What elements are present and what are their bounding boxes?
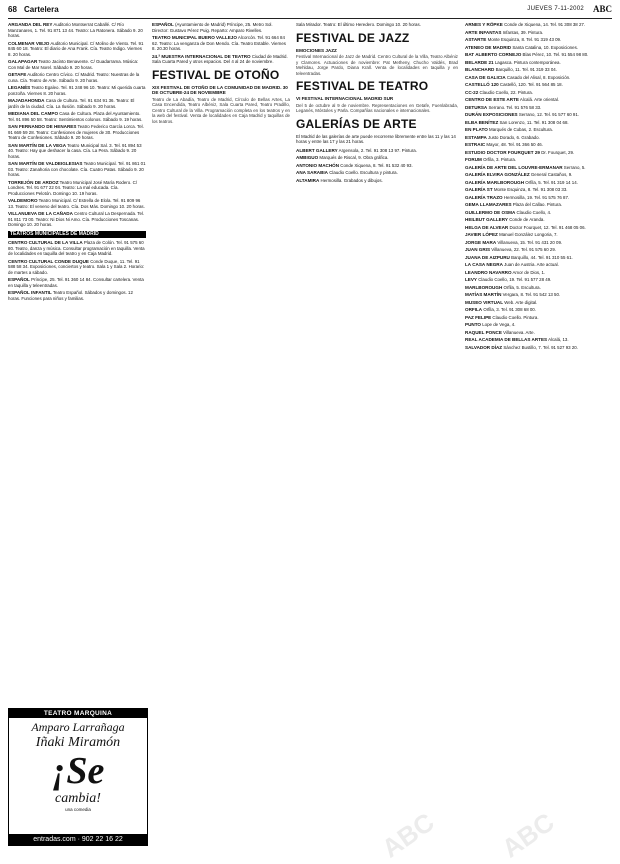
- listing-details: Teatro Municipal José María Rodero. C/ Londres. Tel. 91 677 22 04. Teatro: La mal educada. Cía. Producciones Pelotón. Domingo 10. 19 horas.: [8, 179, 138, 196]
- listing-entry: [8, 259, 146, 276]
- listing-name: FORUM: [465, 157, 482, 162]
- listing-details: Conde Xiquena, 8. Tel. 91 532 40 93.: [339, 162, 413, 168]
- listing-details: Ciudad de Madrid. Sala Cuarta Pared y otros espacios. Del 4 al 24 de noviembre.: [152, 53, 288, 64]
- listing-name: VALDEMORO: [8, 198, 38, 203]
- listing-entry: [465, 82, 613, 88]
- jazz-subheading: EMOCIONES JAZZ: [296, 47, 337, 53]
- listing-entry: [465, 67, 613, 73]
- listing-entry: [465, 217, 613, 223]
- listing-entry: [465, 210, 613, 216]
- listing-details: Teatro Egaleo. Tel. 91 248 96 10. Teatro: Mi querida cuarta ponzoña. Viernes 8. 20 horas.: [8, 85, 146, 96]
- listing-name: GALERÍA TRAZO: [465, 194, 503, 200]
- listing-details: Teatro Municipal Sal. 3. Tel. 91 894 53 40. Teatro: Hay que deshacer la casa. Cía. La Pera. Sábado 9. 20 horas.: [8, 142, 142, 159]
- listing-details: Vergara, 8. Tel. 91 542 13 50.: [501, 292, 561, 297]
- listing-details: Auditorio Centro Cívico. C/ Madrid. Teatro: Nuestras de la cuna. Cía. Teatro de Arte. Sábado 9. 20 horas.: [8, 72, 140, 83]
- listing-entry: [465, 60, 613, 66]
- listing-name: BAT ALBERTO CORNEJO: [465, 52, 522, 57]
- listing-entry: [465, 300, 613, 306]
- listing-entry: [465, 127, 613, 133]
- listing-name: MARLBOROUGH: [465, 284, 503, 290]
- listing-details: Serrano. Tel. 91 576 58 33.: [487, 104, 542, 110]
- listing-entry: [8, 240, 146, 257]
- listing-entry: [465, 315, 613, 321]
- listing-entry: [465, 255, 613, 261]
- listing-entry: [465, 172, 613, 178]
- listing-name: SALVADOR DÍAZ: [465, 344, 503, 350]
- listing-details: Manuel González Longoria, 7.: [497, 232, 558, 237]
- ad-theater-name: TEATRO MARQUINA: [9, 709, 147, 718]
- listing-name: GETAFE: [8, 72, 27, 77]
- listing-details: Blas Pérez, 10. Tel. 91 554 98 80.: [521, 52, 589, 57]
- listing-entry: [8, 72, 146, 83]
- listing-details: Claudio Coello. Pintura.: [491, 314, 539, 320]
- listing-name: JAVIER LÓPEZ: [465, 232, 498, 237]
- listing-entry: [8, 198, 146, 209]
- listing-name: MAJADAHONDA: [8, 98, 45, 103]
- listing-details: Orfila, 5. Tel. 91 319 14 14.: [524, 179, 578, 185]
- theatre-festival-heading: FESTIVAL DE TEATRO: [296, 79, 429, 93]
- listing-details: Teatro Municipal. C/ Estrella de Elola. Tel. 91 809 96 13. Teatro: El veneno del teatro. Cía. Dos Más. Domingo 10. 20 horas.: [8, 198, 145, 209]
- listing-entry: [465, 277, 613, 283]
- column-4: [465, 22, 613, 844]
- listing-entry: [8, 211, 146, 228]
- listing-entry: [8, 41, 146, 58]
- theatre-festival-subheading: VI FESTIVAL INTERNACIONAL MADRID SUR: [296, 96, 394, 101]
- listing-details: Dr. Fourquet, 29.: [539, 149, 575, 155]
- listing-name: GALAPAGAR: [8, 59, 38, 64]
- listing-name: ASTARTE: [465, 37, 487, 42]
- listing-details: Orfila, 3. Tel. 91 308 68 00.: [482, 307, 536, 312]
- listing-entry: [465, 225, 613, 231]
- listing-name: MATÍAS MARTÍN: [465, 292, 502, 297]
- listing-details: Lagasca. Pintura contemporánea.: [493, 59, 561, 65]
- listing-name: MUSEO VIRTUAL: [465, 299, 504, 305]
- listing-name: JUAN GRIS: [465, 247, 491, 252]
- listing-entry: [465, 157, 613, 163]
- theater-advertisement: [8, 708, 148, 846]
- theatre-festival-text: Del 5 de octubre al 9 de noviembre. Representaciones en Getafe, Fuenlabrada, Leganés, Móstoles y Parla. Compañías nacionales e internacionales.: [296, 102, 458, 113]
- listing-details: Hermosilla. Grabados y dibujos.: [319, 177, 383, 183]
- listing-details: Serrano, 12. Tel. 91 577 60 91.: [517, 112, 580, 117]
- listing-name: GUILLERMO DE OSMA: [465, 209, 516, 215]
- ad-actor-1: Amparo Larrañaga: [31, 720, 125, 734]
- ad-subtitle: una comedia: [65, 807, 91, 812]
- listing-details: Santa Catalina, 10. Exposiciones.: [511, 44, 578, 50]
- section-banner: TEATROS MUNICIPALES DE MADRID: [8, 231, 146, 239]
- listing-name: ARGANDA DEL REY: [8, 22, 53, 27]
- listing-name: DURÁN EXPOSICIONES: [465, 112, 518, 117]
- listing-name: ELBA BENÍTEZ: [465, 119, 499, 125]
- listing-name: VILLANUEVA DE LA CAÑADA: [8, 211, 73, 216]
- listing-details: Claudio Coello, 4.: [515, 209, 552, 215]
- listing-details: Teatro Español. Sábados y domingos. 12 horas. Funciones para niños y familias.: [8, 290, 133, 301]
- listing-name: REAL ACADEMIA DE BELLAS ARTES: [465, 337, 548, 342]
- listing-entry: [465, 165, 613, 171]
- listing-details: (Ayuntamiento de Madrid) Príncipe, 25. Metro Sol. Director: Gustavo Pérez Puig. Reparto: Amparo Rivelles.: [152, 22, 273, 33]
- listing-name: PUNTO: [465, 322, 481, 327]
- listing-name: CASTELLÓ 120: [465, 82, 499, 87]
- listing-name: HEILBUT GALLERY: [465, 217, 508, 222]
- listing-name: GALERÍA ELVIRA GONZÁLEZ: [465, 172, 530, 177]
- listing-details: Justo Dorado, 6. Grabado.: [486, 134, 540, 140]
- listing-entry: [465, 195, 613, 201]
- listing-details: Villanueva, 22. Tel. 91 575 60 29.: [490, 247, 557, 252]
- listing-name: LEVY: [465, 277, 477, 282]
- listing-name: LEGANÉS: [8, 85, 31, 90]
- listing-entry: [465, 322, 613, 328]
- listing-details: Orfila, 5. Escultura.: [502, 284, 541, 290]
- listing-name: GALERÍA MARLBOROUGH: [465, 179, 525, 185]
- listing-details: Claudio Coello. Escultura y pintura.: [328, 170, 398, 175]
- listing-entry: [8, 22, 146, 39]
- listing-name: ORFILA: [465, 307, 483, 312]
- listing-name: DETURSA: [465, 104, 488, 110]
- ad-play-title: ¡Se: [51, 750, 105, 792]
- watermark: ABC: [496, 806, 560, 864]
- listing-name: PAZ FELIPE: [465, 314, 492, 320]
- listing-name: ARNES Y RÖPKE: [465, 22, 503, 27]
- listing-details: Web. Arte digital.: [503, 299, 538, 305]
- page-header: [8, 4, 612, 19]
- listing-details: Serrano, 5.: [562, 164, 586, 170]
- listing-name: HELGA DE ALVEAR: [465, 224, 509, 230]
- galleries-heading: GALERÍAS DE ARTE: [296, 116, 417, 131]
- listing-details: Plaza de Colón. Tel. 91 575 60 80. Teatro, danza y música. Consultar programación en taquilla. Venta de localidades en taquilla del teatro y en Caja Madrid.: [8, 240, 145, 256]
- listing-name: BELARDE 21: [465, 59, 494, 65]
- listing-entry: [152, 54, 290, 65]
- listing-details: Alcorcón. Tel. 91 664 84 62. Teatro: La venganza de Don Mendo. Cía. Teatro Estable. Viernes 8. 20.30 horas.: [152, 35, 286, 51]
- listing-details: Barquillo, 44. Tel. 91 310 55 61.: [509, 254, 573, 260]
- listing-details: Auditorio Montserrat Caballé. C/ Río Manzanares, 1. Tel. 91 871 13 44. Teatro: La Ratonera. Sábado 9. 20 horas.: [8, 22, 143, 38]
- listing-details: Orfila, 3. Pintura.: [481, 157, 517, 162]
- jazz-heading: FESTIVAL DE JAZZ: [296, 30, 410, 45]
- page-number: 68: [8, 5, 17, 14]
- listing-entry: [465, 240, 613, 246]
- listing-entry: [465, 75, 613, 81]
- listing-entry: [465, 45, 613, 51]
- listing-name: SAN MARTÍN DE VALDEIGLESIAS: [8, 161, 83, 166]
- jazz-text: Festival Internacional de Jazz de Madrid. Centro Cultural de la Villa, Teatro Albéniz y Clamores. Actuaciones de noviembre: Pat Metheny, Chucho Valdés, Brad Mehldau, Jorge Pardo, Diana Krall. Venta de localidades en taquilla y en teleentradas.: [296, 54, 458, 76]
- listing-entry: [465, 345, 613, 351]
- listing-details: Teatro Jacinto Benavente. C/ Guadarrama. Música: Con Mal de Mar Norel. Sábado 9. 20 horas.: [8, 59, 139, 70]
- festival-subheading: XIX FESTIVAL DE OTOÑO DE LA COMUNIDAD DE MADRID. 30 DE OCTUBRE-24 DE NOVIEMBRE: [152, 84, 288, 95]
- listing-entry: [465, 97, 613, 103]
- listing-details: Infantas, 39. Pintura.: [501, 29, 544, 35]
- listing-entry: [465, 37, 613, 43]
- listing-entry: [465, 142, 613, 148]
- listing-details: Marqués de Riscal, 9. Obra gráfica.: [318, 155, 389, 160]
- listing-name: CASA DE GALICIA: [465, 74, 506, 80]
- listing-details: Conde de Aranda.: [507, 217, 545, 222]
- listing-details: Plaza del Callao. Pintura.: [511, 202, 563, 207]
- listing-entry: [465, 285, 613, 291]
- listing-name: ANA SARABIA: [296, 170, 328, 175]
- listing-entry: [8, 124, 146, 141]
- listing-details: Villanueva. Arte.: [501, 329, 535, 335]
- section-title: Cartelera: [24, 5, 59, 14]
- listing-name: AMBIGUO: [296, 155, 319, 160]
- listing-name: ANTONIO MACHÓN: [296, 162, 340, 168]
- listing-name: GEMA LLAMAZARES: [465, 202, 512, 207]
- listing-details: Argensola, 2. Tel. 91 308 13 97. Pintura.: [337, 147, 417, 153]
- listing-entry: [465, 135, 613, 141]
- listing-entry: [296, 155, 458, 161]
- listing-entry: [296, 170, 458, 176]
- watermark: ABC: [376, 806, 440, 864]
- listing-name: CC-22: [465, 89, 479, 95]
- listing-details: Casa de Cultura. Plaza del Ayuntamiento. Tel. 91 896 50 58. Teatro: Sentimientos colonos. Sábado 9. 19 horas.: [8, 111, 143, 122]
- listing-name: LA CASA NEGRA: [465, 262, 503, 267]
- listing-details: Alcalá, 13.: [547, 337, 569, 342]
- listing-details: Monte Esquinza, 8. Tel. 91 319 43 09.: [486, 37, 562, 42]
- listing-details: Claudio Coello, 22. Pintura.: [478, 89, 533, 95]
- listing-entry: [465, 270, 613, 276]
- ad-phone: entradas.com · 902 22 16 22: [9, 834, 147, 845]
- column-3: [296, 22, 458, 844]
- listing-details: Amor de Dios, 1.: [511, 269, 546, 275]
- listing-details: General Castaños, 9.: [529, 172, 573, 177]
- listing-entry: [465, 105, 613, 111]
- listing-details: Claudio Coello, 19. Tel. 91 577 28 49.: [477, 277, 552, 282]
- listing-name: CENTRO CULTURAL CONDE DUQUE: [8, 258, 89, 264]
- listing-entry: [465, 22, 613, 28]
- listing-name: JORGE MARA: [465, 239, 497, 245]
- listing-name: ALTAMIRA: [296, 177, 320, 183]
- listing-details: Doctor Fourquet, 12. Tel. 91 468 05 06.: [508, 224, 586, 230]
- listing-entry: [8, 180, 146, 197]
- listing-name: TEATRO MUNICIPAL BUERO VALLEJO: [152, 35, 237, 40]
- listing-name: ESTUDIO DOCTOR FOURQUET 29: [465, 149, 540, 155]
- listing-details: Hermosilla, 19. Tel. 91 575 76 87.: [502, 194, 570, 200]
- listing-details: Casa de Cultura. Tel. 91 634 91 36. Teatro: El jardín de la ciudad. Cía. La Ilusión. Sábado 9. 20 horas.: [8, 98, 135, 109]
- issue-date: JUEVES 7-11-2002: [527, 6, 584, 12]
- listing-name: SAN FERNANDO DE HENARES: [8, 124, 77, 129]
- listing-details: Alcalá. Arte oriental.: [518, 97, 559, 102]
- listing-entry: [8, 161, 146, 178]
- listing-entry: [465, 180, 613, 186]
- listing-details: San Lorenzo, 11. Tel. 91 308 04 68.: [498, 119, 569, 125]
- listing-name: CENTRO DE ESTE ARTE: [465, 97, 519, 102]
- listing-details: Marqués de Cubas, 2. Escultura.: [487, 127, 553, 132]
- listing-details: Teatro Federico García Lorca. Tel. 91 669 59 28. Teatro: Confesiones de mujeres de 30. Producciones Teatro de Confesiones. Sábado 9. 20 horas.: [8, 124, 144, 140]
- festival-text: Teatro de La Abadía, Teatro de Madrid, Círculo de Bellas Artes, La Casa Encendida, Teatro Albéniz, Sala Cuarta Pared, Teatro Pradillo, Centro Cultural de la Villa. Programación completa en los teatros y en la web del festival. Venta de localidades en Caja Madrid y taquillas de los teatros.: [152, 96, 290, 124]
- festival-heading: FESTIVAL DE OTOÑO: [152, 67, 280, 82]
- ad-play-title-2: cambia!: [55, 791, 101, 806]
- listing-name: MEDIANA DEL CAMPO: [8, 111, 59, 116]
- listing-entry: [465, 30, 613, 36]
- listing-entry: [465, 330, 613, 336]
- listing-details: Teatro Municipal. Tel. 91 861 01 03. Teatro: Zanahoria con chocolate. Cía. Cuatro Patas. Sábado 9. 20 horas.: [8, 161, 146, 177]
- intro-text: Sala Mirador. Teatro: El último Heredero. Domingo 10. 20 horas.: [296, 22, 421, 27]
- listing-details: Villanueva, 15. Tel. 91 431 20 09.: [496, 239, 563, 245]
- listing-details: Conde Duque, 11. Tel. 91 588 58 34. Exposiciones, conciertos y teatro. Sala 1 y Sala 2. Horario: de martes a sábado.: [8, 258, 145, 275]
- listing-entry: [465, 52, 613, 58]
- listing-details: Príncipe, 25. Tel. 91 360 14 84. Consultar cartelera. Venta en taquilla y teleentradas.: [8, 277, 144, 288]
- listing-entry: [152, 35, 290, 52]
- listing-details: Lope de Vega, 4.: [481, 322, 516, 327]
- galleries-intro: El Madrid de las galerías de arte puede recorrerse libremente entre las 11 y las 14 horas y entre las 17 y las 21 horas.: [296, 133, 456, 144]
- listing-entry: [8, 111, 146, 122]
- listing-entry: [8, 85, 146, 96]
- listing-details: Mayor, 48. Tel. 91 366 50 46.: [485, 142, 543, 147]
- ad-actor-2: Iñaki Miramón: [35, 735, 121, 750]
- listing-name: ESPAÑOL: [8, 277, 30, 282]
- listing-name: JUANA DE AIZPURU: [465, 254, 510, 260]
- listing-name: ARTE INFANTAS: [465, 29, 502, 35]
- listing-entry: [8, 98, 146, 109]
- listing-entry: [465, 112, 613, 118]
- listing-details: Barquillo, 11. Tel. 91 319 33 04.: [494, 67, 557, 72]
- listing-name: ESTAMPA: [465, 134, 487, 140]
- masthead-logo: ABC: [592, 4, 612, 14]
- listing-entry: [465, 292, 613, 298]
- listing-name: CENTRO CULTURAL DE LA VILLA: [8, 240, 83, 245]
- listing-name: ESPAÑOL: [152, 22, 174, 27]
- listing-entry: [465, 120, 613, 126]
- listing-name: LEANDRO NAVARRO: [465, 269, 512, 275]
- listing-name: COLMENAR VIEJO: [8, 40, 50, 46]
- listing-entry: [296, 178, 458, 184]
- listing-details: Juan de Austria. Arte actual.: [502, 262, 559, 267]
- listing-entry: [465, 90, 613, 96]
- listing-entry: [465, 262, 613, 268]
- listing-entry: [296, 148, 458, 154]
- listing-entry: [8, 277, 146, 288]
- listing-name: ATENEO DE MADRID: [465, 44, 512, 50]
- listing-name: EN PLATO: [465, 127, 488, 132]
- listing-name: ALBERT GALLERY: [296, 147, 338, 153]
- listing-details: Centro Cultural La Despernada. Tel. 91 811 73 00. Teatro: Ni Dios Ni Amo. Cía. Producciones Toscanas. Domingo 10. 20 horas.: [8, 211, 145, 227]
- listing-entry: [465, 150, 613, 156]
- listing-name: SAN MARTÍN DE LA VEGA: [8, 142, 67, 148]
- listing-entry: [465, 247, 613, 253]
- listing-entry: [8, 290, 146, 301]
- listing-entry: [465, 232, 613, 238]
- listing-details: Conde de Xiquena, 14. Tel. 91 308 38 27.: [502, 22, 586, 27]
- listing-entry: [465, 187, 613, 193]
- listing-details: Monte Esquinza, 8. Tel. 91 308 03 33.: [492, 187, 568, 192]
- listing-entry: [152, 22, 290, 33]
- listing-entry: [8, 59, 146, 70]
- listing-name: 24.ª MUESTRA INTERNACIONAL DE TEATRO: [152, 53, 251, 59]
- listing-entry: [465, 307, 613, 313]
- listing-entry: [8, 143, 146, 160]
- listing-entry: [296, 163, 458, 169]
- listing-name: GALERÍA DE ARTE DEL LOUVRE-ERMANAR: [465, 164, 563, 170]
- listing-name: GALERÍA ST: [465, 187, 493, 192]
- listing-name: ESPAÑOL INFANTIL: [8, 290, 52, 295]
- listing-entry: [465, 202, 613, 208]
- listing-details: Castelló, 120. Tel. 91 564 85 18.: [498, 82, 563, 87]
- listing-name: RAQUEL PONCE: [465, 329, 502, 335]
- listing-name: TORREJÓN DE ARDOZ: [8, 179, 59, 185]
- listing-details: Auditorio Municipal. C/ Molino de Viento. Tel. 91 845 60 18. Teatro: El diario de Ana Frank. Cía. Teatro Indigo. Viernes 8. 20 horas.: [8, 40, 144, 57]
- listing-details: Casado del Alisal, 8. Exposición.: [505, 74, 571, 80]
- listing-details: Sánchez Bustillo, 7. Tel. 91 527 93 20.: [502, 344, 578, 350]
- listing-entry: [465, 337, 613, 343]
- listing-name: ESTRAIC: [465, 142, 486, 147]
- column-2: [152, 22, 290, 844]
- listing-name: BLANCHARD: [465, 67, 495, 72]
